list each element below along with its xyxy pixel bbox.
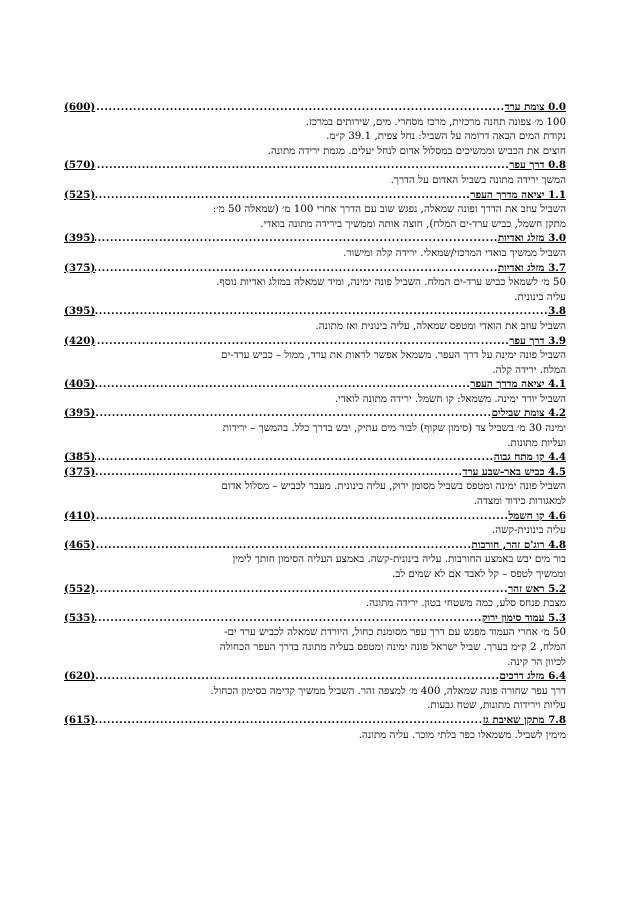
waypoint-title: 3.0 מזלג ואדיות <box>497 232 566 245</box>
dot-leader <box>95 611 482 626</box>
dot-leader <box>95 334 509 349</box>
description-line: נקודת המים הבאה דרומה על השביל: נחל צפית, 39.1 ק״מ. <box>326 130 566 143</box>
route-entry <box>64 465 566 509</box>
dot-leader <box>95 713 482 728</box>
entry-heading <box>64 261 566 276</box>
dot-leader <box>95 261 498 276</box>
elevation-value: (465) <box>64 538 96 551</box>
elevation-value: (552) <box>64 582 96 595</box>
description-line: לכיוון הר קינה. <box>507 655 566 668</box>
route-entry <box>64 100 566 158</box>
description-line: מימין לשביל. משמאלו כפר בלתי מוכר. עליה מתונה. <box>358 728 566 741</box>
dot-leader <box>95 538 471 553</box>
elevation-value: (535) <box>64 611 96 624</box>
route-entry <box>64 334 566 378</box>
description-line: מצבת פנחס סלע, כמה משטחי בטון. ירידה מתונה. <box>365 597 566 610</box>
elevation-value: (570) <box>64 159 96 172</box>
elevation-value: (385) <box>64 451 96 464</box>
description-line: עליה בינונית-קשה. <box>492 524 566 537</box>
dot-leader <box>95 158 509 173</box>
entry-heading <box>64 465 566 480</box>
route-entry <box>64 158 566 187</box>
description-line: השביל יורד ימינה. משמאל: קו חשמל. ירידה מתונה לואדי. <box>334 392 566 405</box>
dot-leader <box>95 231 498 246</box>
entry-heading <box>64 450 566 465</box>
description-line: דרך עפר שחורה פונה שמאלה, 400 מ׳ למצפה זהר. השביל ממשיך קדימה בסימון הכחול. <box>210 684 566 697</box>
description-line: המלח. ירידה קלה. <box>492 363 566 376</box>
elevation-value: (405) <box>64 378 96 391</box>
description-line: וממשיך לטפס – קל לאבד אם לא שמים לב. <box>392 568 566 580</box>
dot-leader <box>95 377 470 392</box>
route-entry <box>64 611 566 669</box>
waypoint-title: 0.8 דרך עפר <box>509 159 566 172</box>
waypoint-title: 3.7 מזלג ואדיות <box>497 261 566 274</box>
entry-heading <box>64 377 566 392</box>
waypoint-title: 3.9 דרך עפר <box>509 334 566 347</box>
description-line: 50 מ׳ לשמאל כביש ערד-ים המלח. השביל פונה ימינה, ומיד שמאלה במזלג ואדיות נוסף. <box>216 276 566 289</box>
waypoint-title: 1.1 יציאה מדרך העפר <box>470 188 566 201</box>
entry-heading <box>64 231 566 246</box>
waypoint-title: 4.8 רוג'ם זהר, חורבות <box>471 538 566 551</box>
elevation-value: (410) <box>64 509 96 522</box>
description-line: 50 מ׳ אחרי העמוד מפגש עם דרך עפר מסומנת כחול, היורדת שמאלה לכביש ערד ים- <box>224 626 566 639</box>
route-entry <box>64 538 566 582</box>
description-line: מתקן חשמל, כביש ערד-ים המלח), חוצה אותה וממשיך בירידה מתונה בואדי. <box>260 217 566 230</box>
waypoint-title: 6.4 מזלג דרכים <box>499 670 566 683</box>
description-line: ועליות מתונות. <box>507 436 566 449</box>
entry-heading <box>64 188 566 203</box>
route-entry <box>64 450 566 465</box>
route-entry <box>64 406 566 450</box>
dot-leader <box>95 304 548 319</box>
route-entry <box>64 188 566 232</box>
dot-leader <box>95 509 508 524</box>
description-line: השביל עוזב את הדרך ופונה שמאלה, נפגש שוב עם הדרך אחרי 100 מ׳ (שמאלה 50 מ׳: <box>212 203 566 216</box>
elevation-value: (395) <box>64 305 96 318</box>
entry-heading <box>64 669 566 684</box>
dot-leader <box>95 188 470 203</box>
entry-heading <box>64 334 566 349</box>
description-line: בור מים יבש באמצע החורבות. עליה בינונית-קשה. באמצע העליה הסימון חותך לימין <box>232 553 566 566</box>
description-line: המלח, 2 ק״מ בערך. שביל ישראל פונה ימינה ומטפס בעליה מתונה בדרך העפר הכחולה <box>219 640 566 653</box>
dot-leader <box>95 406 491 421</box>
waypoint-title: 0.0 צומת ערד <box>504 101 566 113</box>
description-line: השביל פונה ימינה על דרך העפר. משמאל אפשר לראות את ערד, ממול – כביש ערד-ים <box>221 349 566 362</box>
dot-leader <box>95 100 504 115</box>
route-entry <box>64 713 566 742</box>
waypoint-title: 4.1 יציאה מדרך העפר <box>470 378 566 391</box>
waypoint-title: 4.4 קו מתח גבוה <box>493 451 566 464</box>
waypoint-title: 5.3 עמוד סימון ירוק <box>481 611 566 624</box>
route-entry <box>64 377 566 406</box>
description-line: עליות וירידות מתונות, שטח גבעות. <box>427 699 566 712</box>
dot-leader <box>95 450 494 465</box>
elevation-value: (620) <box>64 670 96 683</box>
entry-heading <box>64 406 566 421</box>
description-line: השביל פונה ימינה ומטפס בשביל מסומן ירוק, עליה בינונית. מעבר לכביש – מסלול אדום <box>221 480 566 493</box>
entry-heading <box>64 100 566 115</box>
dot-leader <box>95 465 462 480</box>
waypoint-title: 4.6 קו חשמל <box>508 509 566 522</box>
document-page <box>64 100 566 742</box>
entry-heading <box>64 538 566 553</box>
elevation-value: (395) <box>64 407 96 420</box>
dot-leader <box>95 582 508 597</box>
elevation-value: (420) <box>64 334 96 347</box>
route-entry <box>64 231 566 260</box>
waypoint-title: 5.2 ראש זהר <box>508 582 566 595</box>
elevation-value: (525) <box>64 188 96 201</box>
entry-heading <box>64 582 566 597</box>
description-line: עליה בינונית. <box>514 290 566 303</box>
entry-heading <box>64 158 566 173</box>
entry-heading <box>64 304 566 319</box>
description-line: 100 מ׳ צפונה תחנה מרכזית, מרכז מסחרי. מים, שירותים במרכז. <box>305 115 566 128</box>
description-line: השביל עוזב את הואדי ומטפס שמאלה, עליה בינונית ואז מתונה. <box>315 319 566 332</box>
route-entry <box>64 261 566 305</box>
elevation-value: (375) <box>64 261 96 274</box>
elevation-value: (395) <box>64 232 96 245</box>
route-entry <box>64 509 566 538</box>
route-entry <box>64 304 566 333</box>
waypoint-title: 4.2 צומת שבילים <box>491 407 566 420</box>
elevation-value: (375) <box>64 465 96 478</box>
entry-heading <box>64 611 566 626</box>
route-entry <box>64 669 566 713</box>
waypoint-title: 7.8 מתקן שאיבת גז <box>482 713 566 726</box>
waypoint-title: 3.8 <box>548 305 566 318</box>
entry-heading <box>64 509 566 524</box>
description-line: ימינה 30 מ׳ בשביל צד (סימון שקוף) לבור מים עתיק, יבש בדרך כלל. בהמשך – ירידות <box>222 422 566 435</box>
waypoint-title: 4.5 כביש באר-שבע ערד <box>462 465 566 478</box>
description-line: המשך ירידה מתונה בשביל האדום על הדרך. <box>390 173 566 186</box>
elevation-value: (615) <box>64 713 96 726</box>
description-line: למאגורות כידוד ומצדה. <box>473 495 566 508</box>
description-line: חוצים את הכביש וממשיכים במסלול אדום לנחל יעלים. מגמת ירידה מתונה. <box>267 144 566 157</box>
elevation-value: (600) <box>64 101 96 113</box>
entry-heading <box>64 713 566 728</box>
description-line: השביל ממשיך בואדי המרכזי/שמאלי. ירידה קלה ומישור. <box>343 246 566 259</box>
dot-leader <box>95 669 499 684</box>
route-entry <box>64 582 566 611</box>
